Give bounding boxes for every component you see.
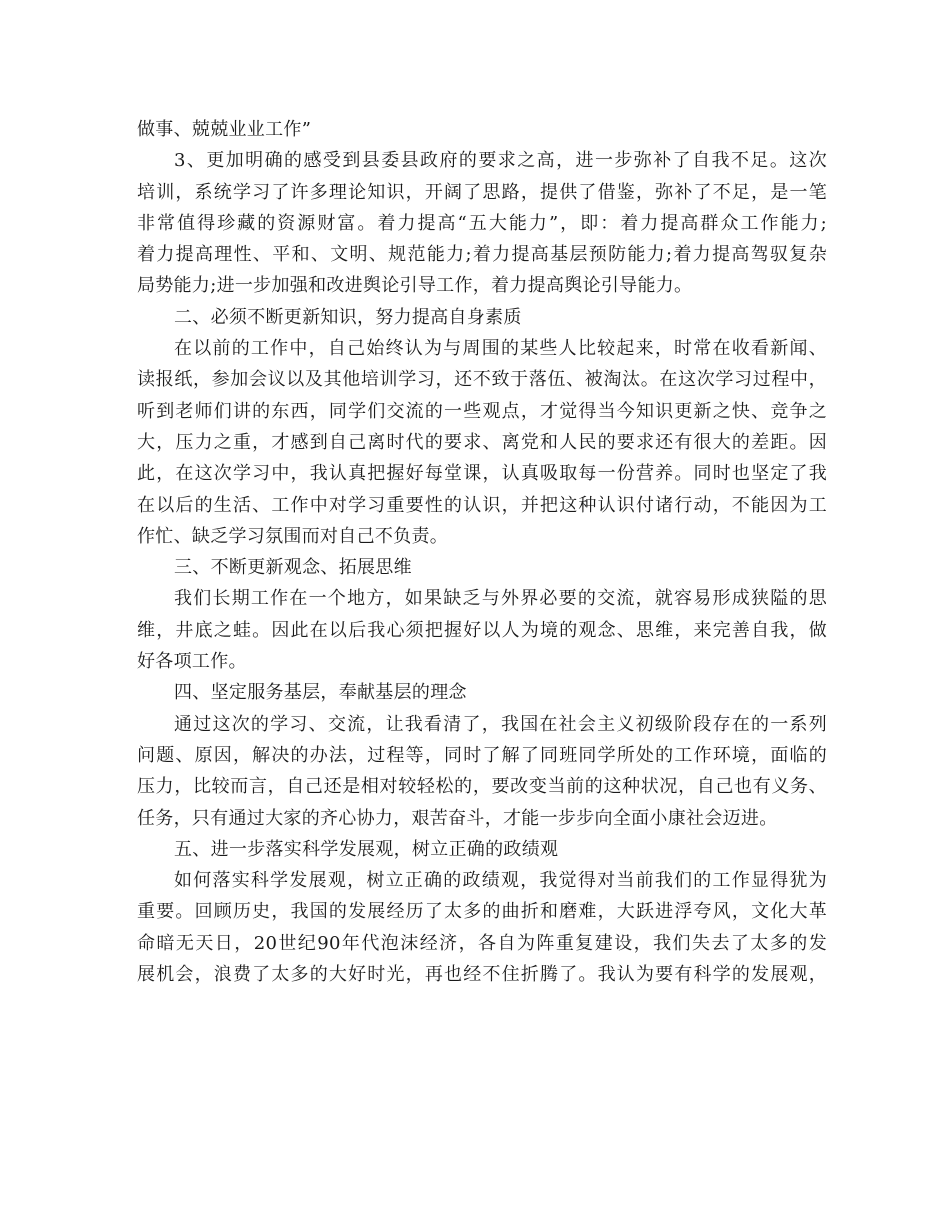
- text-line: 三、不断更新观念、拓展思维: [174, 557, 412, 579]
- text-line: 命暗无天日，20世纪90年代泡沫经济，各自为阵重复建设，我们失去了太多的发: [137, 932, 827, 954]
- text-line: 好各项工作。: [137, 651, 247, 673]
- text-line: 此，在这次学习中，我认真把握好每堂课，认真吸取每一份营养。同时也坚定了我: [137, 463, 827, 485]
- document-body: [137, 114, 827, 990]
- text-line: 局势能力;进一步加强和改进舆论引导工作，着力提高舆论引导能力。: [137, 275, 693, 297]
- text-line: 非常值得珍藏的资源财富。着力提高“五大能力”，即：着力提高群众工作能力;: [137, 212, 827, 234]
- text-line: 作忙、缺乏学习氛围而对自己不负责。: [137, 525, 449, 547]
- text-line: 读报纸，参加会议以及其他培训学习，还不致于落伍、被淘汰。在这次学习过程中，: [137, 369, 827, 391]
- text-line: 培训，系统学习了许多理论知识，开阔了思路，提供了借鉴，弥补了不足，是一笔: [137, 181, 827, 203]
- text-line: 维，井底之蛙。因此在以后我心须把握好以人为境的观念、思维，来完善自我，做: [137, 619, 827, 641]
- text-line: 做事、兢兢业业工作”: [137, 119, 312, 140]
- text-line: 任务，只有通过大家的齐心协力，艰苦奋斗，才能一步步向全面小康社会迈进。: [137, 807, 778, 829]
- text-line: 在以前的工作中，自己始终认为与周围的某些人比较起来，时常在收看新闻、: [174, 338, 827, 360]
- text-line: 问题、原因，解决的办法，过程等，同时了解了同班同学所处的工作环境，面临的: [137, 744, 827, 766]
- text-line: 二、必须不断更新知识，努力提高自身素质: [174, 306, 522, 328]
- text-line: 重要。回顾历史，我国的发展经历了太多的曲折和磨难，大跃进浮夸风，文化大革: [137, 901, 827, 923]
- text-line: 通过这次的学习、交流，让我看清了，我国在社会主义初级阶段存在的一系列: [174, 713, 827, 735]
- text-line: 五、进一步落实科学发展观，树立正确的政绩观: [174, 838, 559, 860]
- text-line: 着力提高理性、平和、文明、规范能力;着力提高基层预防能力;着力提高驾驭复杂: [137, 244, 827, 266]
- text-line: 3、更加明确的感受到县委县政府的要求之高，进一步弥补了自我不足。这次: [174, 150, 827, 172]
- text-line: 我们长期工作在一个地方，如果缺乏与外界必要的交流，就容易形成狭隘的思: [174, 588, 827, 610]
- text-line: 压力，比较而言，自己还是相对较轻松的，要改变当前的这种状况，自己也有义务、: [137, 776, 827, 798]
- text-line: 听到老师们讲的东西，同学们交流的一些观点，才觉得当今知识更新之快、竞争之: [137, 400, 827, 422]
- text-line: 如何落实科学发展观，树立正确的政绩观，我觉得对当前我们的工作显得犹为: [174, 870, 827, 892]
- text-line: 四、坚定服务基层，奉献基层的理念: [174, 682, 467, 704]
- text-line: 展机会，浪费了太多的大好时光，再也经不住折腾了。我认为要有科学的发展观，: [137, 964, 827, 986]
- text-line: 在以后的生活、工作中对学习重要性的认识，并把这种认识付诸行动，不能因为工: [137, 494, 827, 516]
- text-line: 大，压力之重，才感到自己离时代的要求、离党和人民的要求还有很大的差距。因: [137, 431, 827, 453]
